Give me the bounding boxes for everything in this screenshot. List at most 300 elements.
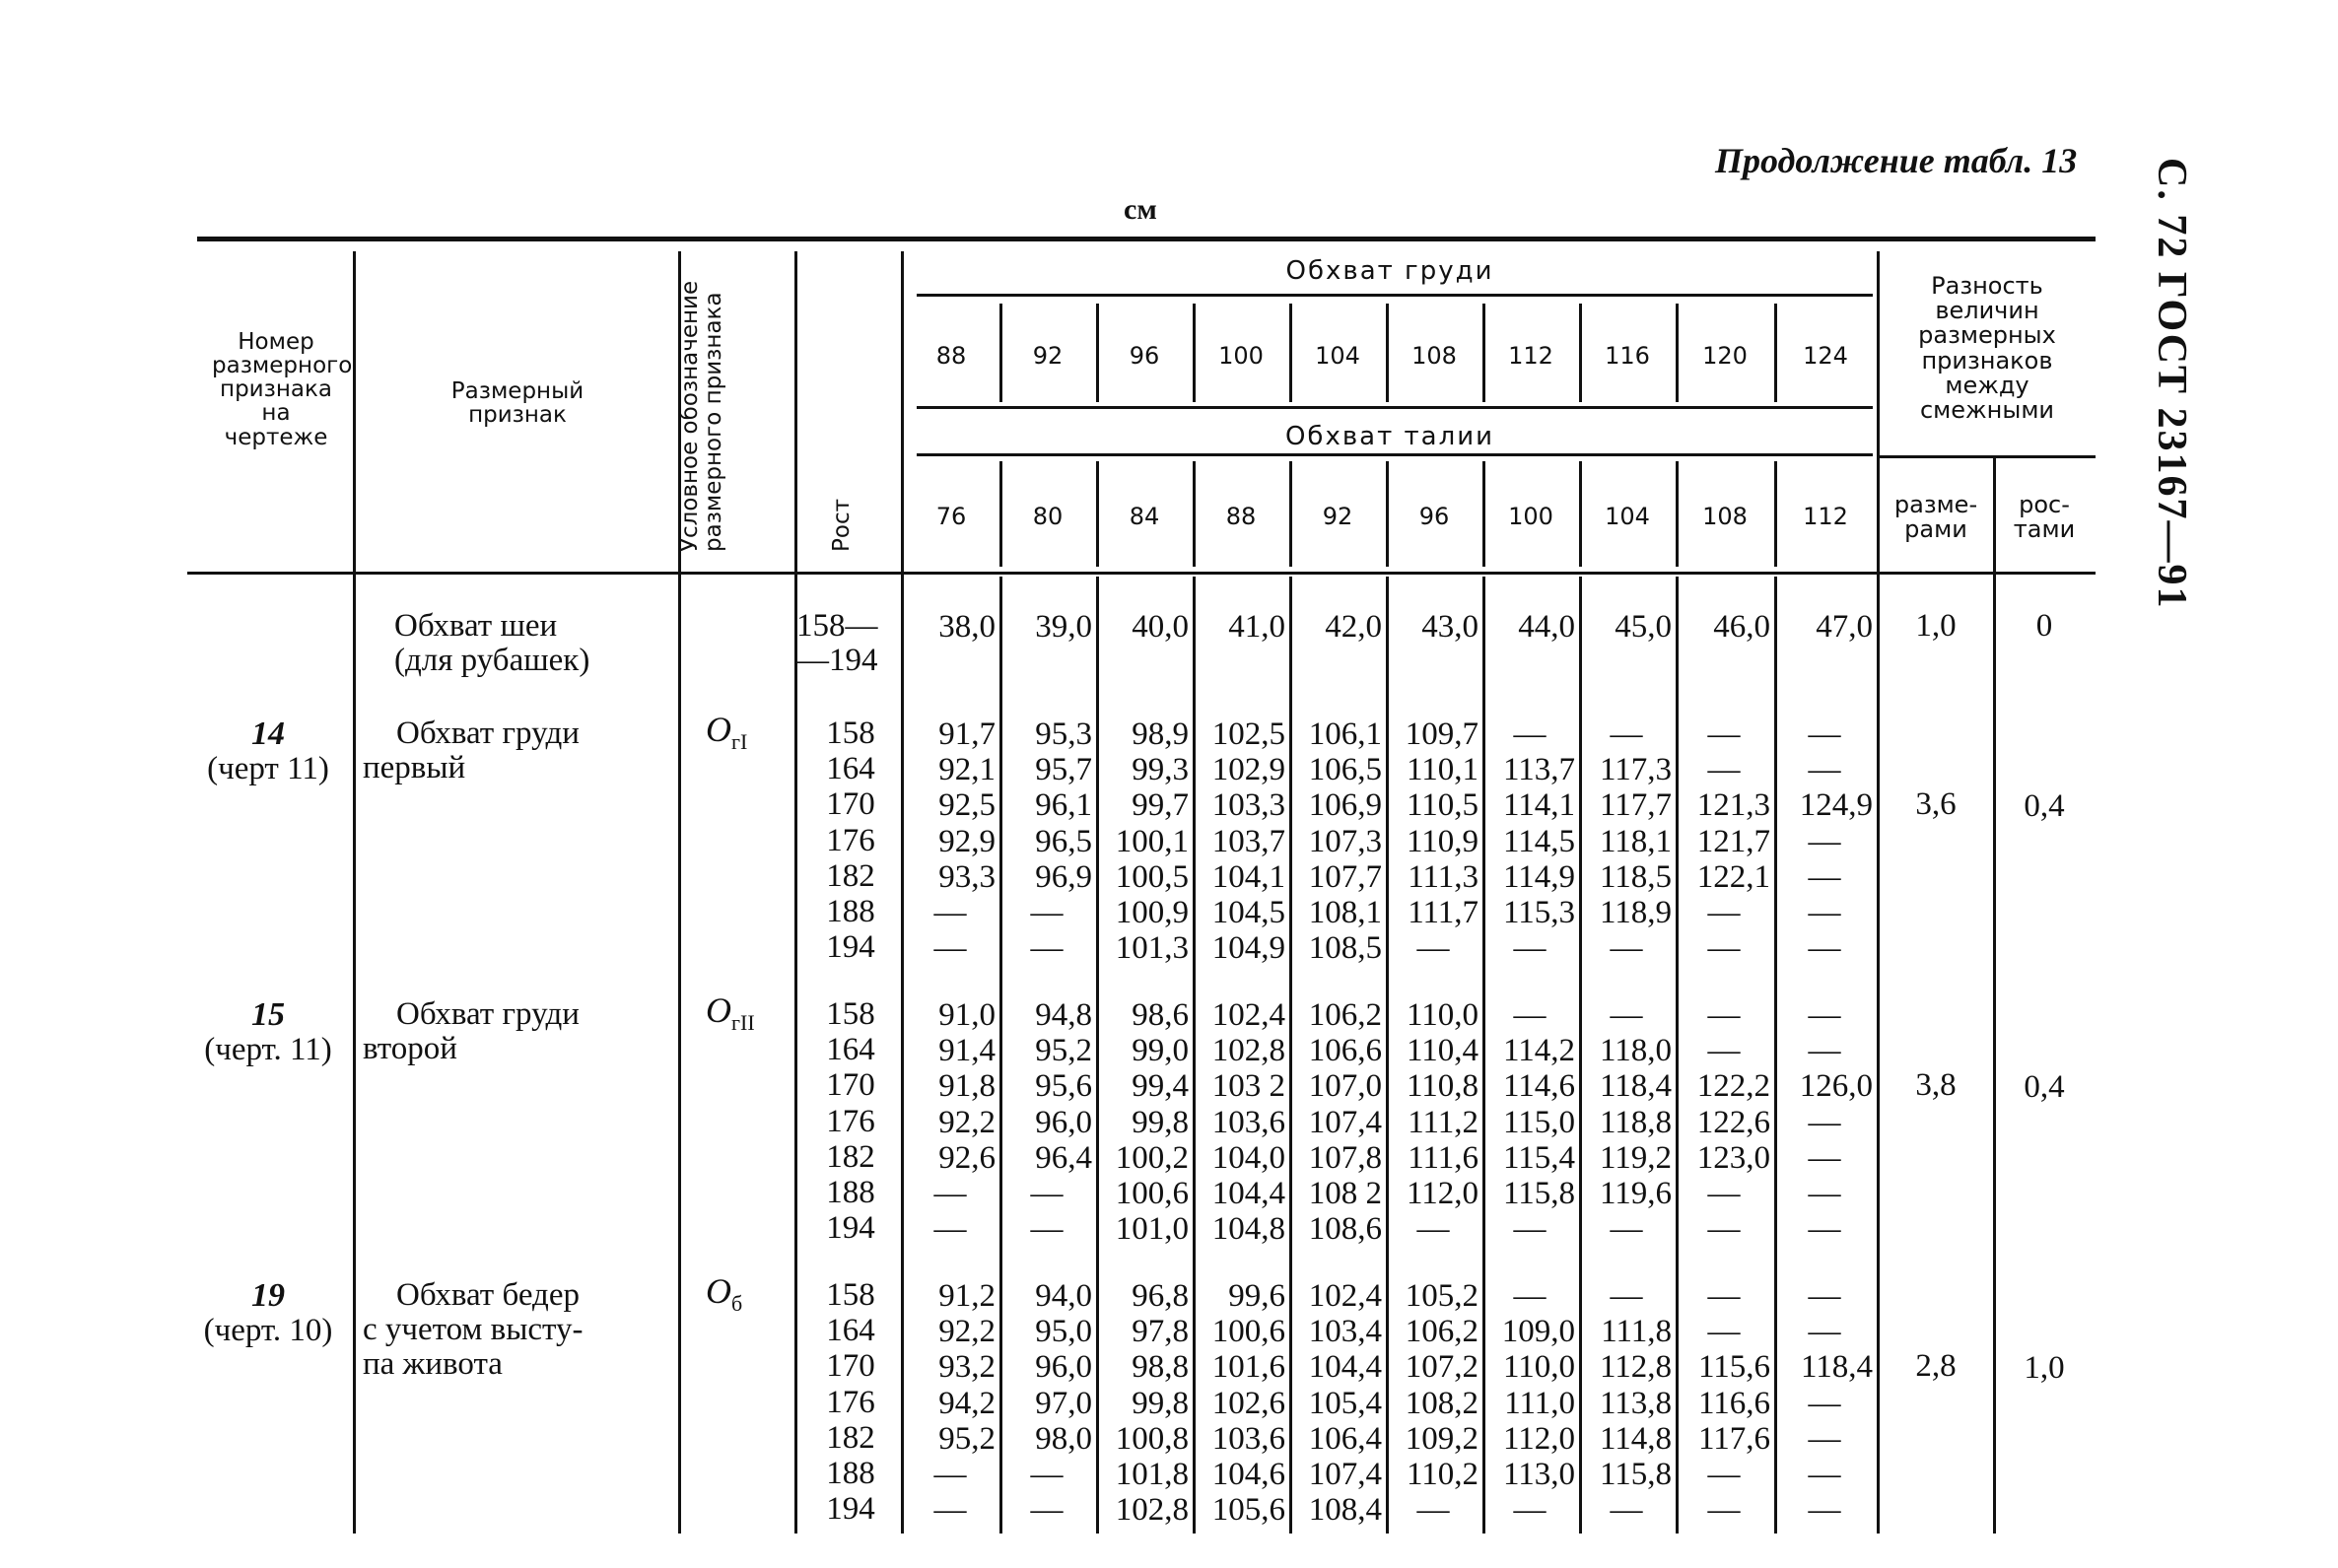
col-header-waist-group: Обхват талии <box>1284 422 1495 451</box>
side-page-header: С. 72 ГОСТ 23167—91 <box>2149 158 2194 610</box>
feature-symbol <box>706 989 755 1036</box>
height-range: 158— —194 <box>796 608 878 678</box>
value-cell: 104,1 <box>1211 858 1285 895</box>
value-cell: — <box>1808 1211 1841 1248</box>
table-header-bottom-rule <box>187 572 2096 575</box>
value-cell: 99,3 <box>1132 752 1189 788</box>
value-cell: 99,8 <box>1132 1104 1189 1140</box>
value-cell: 100,6 <box>1115 1176 1189 1211</box>
value-cell: 107,2 <box>1405 1349 1478 1386</box>
value-cell: — <box>1707 1314 1741 1350</box>
value-cell: 115,3 <box>1502 895 1575 930</box>
value-cell: — <box>1707 1278 1741 1314</box>
waist-size-header: 112 <box>1803 503 1848 530</box>
col-header-feature: Размерный признак <box>450 378 584 429</box>
value-cell: — <box>933 1457 967 1492</box>
value-cell: 112,0 <box>1502 1420 1575 1457</box>
value-cell: 115,8 <box>1599 1457 1672 1492</box>
value-cell: 96,0 <box>1035 1349 1092 1386</box>
chest-size-header: 112 <box>1508 342 1553 370</box>
value-cell: — <box>1707 1033 1741 1069</box>
value-cell: 110,4 <box>1406 1033 1478 1069</box>
value-cell: — <box>1707 1211 1741 1248</box>
value-cell: 100,9 <box>1115 895 1189 930</box>
value-cell: 108,2 <box>1405 1385 1478 1421</box>
value-cell: 113,0 <box>1502 1457 1575 1492</box>
diff-sizes-value: 2,8 <box>1915 1348 1957 1385</box>
value-cell: 93,3 <box>938 858 996 895</box>
value-cell: — <box>1808 716 1841 752</box>
value-cell: — <box>1707 895 1741 930</box>
value-cell: 105,6 <box>1211 1492 1285 1529</box>
col-header-diff: Разность величин размерных признаков между смежными <box>1918 272 2056 424</box>
value-cell: 111,6 <box>1408 1139 1478 1176</box>
value-cell: 92,9 <box>938 823 996 859</box>
value-cell: 123,0 <box>1696 1139 1770 1176</box>
value-cell: 96,1 <box>1035 787 1092 824</box>
height-value: 194 <box>826 1491 875 1528</box>
value-cell: — <box>1610 997 1643 1033</box>
value-cell: — <box>1808 895 1841 930</box>
height-value: 176 <box>826 1384 875 1420</box>
value-cell: 46,0 <box>1713 609 1770 645</box>
value-cell: 122,6 <box>1696 1104 1770 1140</box>
value-cell: 104,4 <box>1211 1176 1285 1211</box>
value-cell: 104,0 <box>1211 1139 1285 1176</box>
value-cell: 114,8 <box>1599 1420 1672 1457</box>
value-cell: 96,0 <box>1035 1104 1092 1140</box>
value-cell: 99,6 <box>1228 1278 1285 1314</box>
value-cell: 109,2 <box>1405 1420 1478 1457</box>
value-cell: 119,2 <box>1599 1139 1672 1176</box>
value-cell: 112,0 <box>1406 1176 1478 1211</box>
value-cell: 116,6 <box>1697 1385 1770 1421</box>
height-value: 164 <box>826 1313 875 1349</box>
value-cell: 104,8 <box>1211 1211 1285 1248</box>
height-value: 182 <box>826 857 875 894</box>
value-cell: 40,0 <box>1132 609 1189 645</box>
value-cell: 106,1 <box>1308 716 1382 752</box>
height-value: 176 <box>826 1103 875 1139</box>
height-value: 182 <box>826 1138 875 1175</box>
value-cell: 45,0 <box>1615 609 1672 645</box>
value-cell: 98,8 <box>1132 1349 1189 1386</box>
height-value: 194 <box>826 1210 875 1247</box>
value-cell: 114,2 <box>1502 1033 1575 1069</box>
value-cell: 104,6 <box>1211 1457 1285 1492</box>
value-cell: — <box>1808 930 1841 967</box>
value-cell: — <box>1030 1492 1064 1529</box>
feature-label: Обхват груди первый <box>363 716 580 785</box>
value-cell: 102,6 <box>1211 1385 1285 1421</box>
value-cell: — <box>1610 1278 1643 1314</box>
value-cell: — <box>1808 823 1841 859</box>
diff-heights-value: 1,0 <box>2024 1350 2065 1387</box>
value-cell: 101,3 <box>1115 930 1189 967</box>
waist-group-rule <box>917 453 1873 456</box>
value-cell: 117,6 <box>1697 1420 1770 1457</box>
value-cell: 92,5 <box>938 787 996 824</box>
symbol-subscript: гII <box>731 1010 755 1036</box>
value-cell: 100,6 <box>1211 1314 1285 1350</box>
value-cell: 106,2 <box>1308 997 1382 1033</box>
value-cell: 99,4 <box>1132 1068 1189 1105</box>
value-cell: 42,0 <box>1325 609 1382 645</box>
value-cell: 106,2 <box>1405 1314 1478 1350</box>
value-cell: 104,9 <box>1211 930 1285 967</box>
value-cell: — <box>1808 752 1841 788</box>
value-cell: 122,1 <box>1696 858 1770 895</box>
value-cell: 101,0 <box>1115 1211 1189 1248</box>
value-cell: — <box>1808 1492 1841 1529</box>
value-cell: 111,2 <box>1408 1104 1478 1140</box>
value-cell: 107,0 <box>1308 1068 1382 1105</box>
value-cell: — <box>1030 1211 1064 1248</box>
waist-size-header: 92 <box>1322 503 1353 530</box>
value-cell: 114,5 <box>1502 823 1575 859</box>
value-cell: — <box>1707 1457 1741 1492</box>
value-cell: 114,9 <box>1502 858 1575 895</box>
value-cell: — <box>933 1211 967 1248</box>
value-cell: — <box>1030 1457 1064 1492</box>
height-value: 164 <box>826 751 875 787</box>
height-value: 158 <box>826 716 875 751</box>
value-cell: 101,8 <box>1115 1457 1189 1492</box>
value-cell: 110,2 <box>1406 1457 1478 1492</box>
col-header-chest-group: Обхват груди <box>1285 256 1494 286</box>
height-value: 158 <box>826 996 875 1032</box>
value-cell: — <box>1707 752 1741 788</box>
value-cell: — <box>1513 1278 1547 1314</box>
waist-size-header: 104 <box>1605 503 1650 530</box>
value-cell: 107,4 <box>1308 1104 1382 1140</box>
value-cell: 98,6 <box>1132 997 1189 1033</box>
value-cell: — <box>1513 716 1547 752</box>
value-cell: 126,0 <box>1799 1068 1873 1105</box>
height-value: 182 <box>826 1419 875 1456</box>
value-cell: 119,6 <box>1599 1176 1672 1211</box>
value-cell: 96,5 <box>1035 823 1092 859</box>
value-cell: 102,4 <box>1211 997 1285 1033</box>
waist-size-header: 84 <box>1129 503 1160 530</box>
value-cell: — <box>1707 997 1741 1033</box>
value-cell: 94,8 <box>1035 997 1092 1033</box>
chest-size-header: 116 <box>1605 342 1650 370</box>
diff-sizes-value: 3,6 <box>1915 786 1957 823</box>
value-cell: 44,0 <box>1518 609 1575 645</box>
waist-size-header: 76 <box>935 503 967 530</box>
value-cell: 41,0 <box>1228 609 1285 645</box>
value-cell: 108,6 <box>1308 1211 1382 1248</box>
value-cell: 104,4 <box>1308 1349 1382 1386</box>
value-cell: — <box>1808 1139 1841 1176</box>
value-cell: 92,2 <box>938 1104 996 1140</box>
chest-size-header: 124 <box>1803 342 1848 370</box>
value-cell: — <box>933 1492 967 1529</box>
value-cell: — <box>1513 930 1547 967</box>
value-cell: 98,0 <box>1035 1420 1092 1457</box>
diff-heights-value: 0 <box>2035 608 2053 644</box>
value-cell: — <box>1808 858 1841 895</box>
col-header-number: Номер размерного признака на чертеже <box>212 329 353 450</box>
value-cell: — <box>1808 1385 1841 1421</box>
value-cell: 118,5 <box>1599 858 1672 895</box>
waist-size-header: 96 <box>1418 503 1450 530</box>
symbol-subscript: б <box>731 1291 743 1317</box>
value-cell: 115,8 <box>1502 1176 1575 1211</box>
value-cell: 96,8 <box>1132 1278 1189 1314</box>
value-cell: 114,6 <box>1502 1068 1575 1105</box>
value-cell: 102,8 <box>1211 1033 1285 1069</box>
value-cell: 115,4 <box>1502 1139 1575 1176</box>
diff-sizes-value: 3,8 <box>1915 1067 1957 1104</box>
height-value: 158 <box>826 1277 875 1313</box>
value-cell: 92,2 <box>938 1314 996 1350</box>
value-cell: 110,9 <box>1406 823 1478 859</box>
height-value: 188 <box>826 894 875 929</box>
height-value: 164 <box>826 1032 875 1068</box>
symbol-main: О <box>706 710 731 749</box>
value-cell: — <box>1808 1278 1841 1314</box>
value-cell: 121,7 <box>1696 823 1770 859</box>
value-cell: — <box>1808 1033 1841 1069</box>
value-cell: 106,4 <box>1308 1420 1382 1457</box>
value-cell: — <box>933 930 967 967</box>
value-cell: 108,5 <box>1308 930 1382 967</box>
value-cell: 101,6 <box>1211 1349 1285 1386</box>
diff-heights-value: 0,4 <box>2024 1069 2065 1106</box>
value-cell: — <box>1513 1492 1547 1529</box>
feature-number: 19 <box>251 1277 285 1314</box>
feature-label: Обхват груди второй <box>363 996 580 1066</box>
value-cell: 43,0 <box>1421 609 1478 645</box>
value-cell: 105,4 <box>1308 1385 1382 1421</box>
value-cell: 97,0 <box>1035 1385 1092 1421</box>
diff-sub-rule <box>1879 455 2096 458</box>
value-cell: 95,7 <box>1035 752 1092 788</box>
table-top-rule <box>197 237 2096 241</box>
value-cell: 91,2 <box>938 1278 996 1314</box>
diff-sizes-value: 1,0 <box>1915 608 1957 644</box>
col-divider <box>901 251 904 1534</box>
value-cell: 111,3 <box>1408 858 1478 895</box>
symbol-main: О <box>706 1271 731 1311</box>
value-cell: 118,4 <box>1800 1349 1873 1386</box>
value-cell: 110,5 <box>1406 787 1478 824</box>
value-cell: 114,1 <box>1502 787 1575 824</box>
feature-label: Обхват бедер с учетом высту- па живота <box>363 1277 584 1382</box>
value-cell: 94,0 <box>1035 1278 1092 1314</box>
value-cell: 115,6 <box>1697 1349 1770 1386</box>
value-cell: 38,0 <box>938 609 996 645</box>
value-cell: — <box>1610 930 1643 967</box>
feature-label-neck: Обхват шеи (для рубашек) <box>394 608 590 678</box>
waist-size-header: 80 <box>1032 503 1064 530</box>
value-cell: 103 2 <box>1211 1068 1285 1105</box>
chest-size-header: 108 <box>1411 342 1457 370</box>
value-cell: 118,9 <box>1599 895 1672 930</box>
value-cell: 98,9 <box>1132 716 1189 752</box>
chest-group-rule <box>917 294 1873 297</box>
value-cell: 91,0 <box>938 997 996 1033</box>
col-header-diff-heights: рос-тами <box>2013 491 2076 544</box>
value-cell: — <box>1808 1104 1841 1140</box>
value-cell: — <box>1707 1176 1741 1211</box>
col-divider <box>794 251 797 1534</box>
value-cell: — <box>1513 997 1547 1033</box>
height-value: 194 <box>826 929 875 966</box>
drawing-reference: (черт 11) <box>207 751 329 786</box>
value-cell: 102,8 <box>1115 1492 1189 1529</box>
value-cell: 100,5 <box>1115 858 1189 895</box>
value-cell: — <box>1030 1176 1064 1211</box>
value-cell: 96,4 <box>1035 1139 1092 1176</box>
value-cell: — <box>1808 1420 1841 1457</box>
continuation-caption: Продолжение табл. 13 <box>1715 141 2078 180</box>
value-cell: 110,8 <box>1406 1068 1478 1105</box>
feature-symbol <box>706 709 747 755</box>
value-cell: 111,8 <box>1601 1314 1672 1350</box>
value-cell: 93,2 <box>938 1349 996 1386</box>
chest-size-header: 120 <box>1702 342 1748 370</box>
height-value: 176 <box>826 822 875 858</box>
col-header-symbol: Условное обозначение размерного признака <box>677 280 727 552</box>
value-cell: — <box>1808 997 1841 1033</box>
value-cell: 109,7 <box>1405 716 1478 752</box>
value-cell: 106,5 <box>1308 752 1382 788</box>
chest-size-header: 96 <box>1129 342 1160 370</box>
value-cell: 99,0 <box>1132 1033 1189 1069</box>
value-cell: 105,2 <box>1405 1278 1478 1314</box>
height-value: 170 <box>826 786 875 823</box>
value-cell: 104,5 <box>1211 895 1285 930</box>
value-cell: 103,4 <box>1308 1314 1382 1350</box>
symbol-main: О <box>706 990 731 1030</box>
feature-number: 14 <box>251 716 285 752</box>
value-cell: 112,8 <box>1599 1349 1672 1386</box>
value-cell: — <box>1610 1492 1643 1529</box>
value-cell: 110,1 <box>1406 752 1478 788</box>
value-cell: 91,7 <box>938 716 996 752</box>
waist-group-top-rule <box>917 406 1873 409</box>
value-cell: 99,7 <box>1132 787 1189 824</box>
waist-size-header: 108 <box>1702 503 1748 530</box>
value-cell: — <box>1416 1211 1450 1248</box>
value-cell: 107,4 <box>1308 1457 1382 1492</box>
value-cell: 95,0 <box>1035 1314 1092 1350</box>
value-cell: — <box>1416 1492 1450 1529</box>
value-cell: 95,2 <box>1035 1033 1092 1069</box>
value-cell: 103,6 <box>1211 1420 1285 1457</box>
value-cell: 106,6 <box>1308 1033 1382 1069</box>
value-cell: 121,3 <box>1696 787 1770 824</box>
diff-heights-value: 0,4 <box>2024 788 2065 825</box>
value-cell: 107,7 <box>1308 858 1382 895</box>
waist-size-header: 88 <box>1225 503 1257 530</box>
value-cell: 106,9 <box>1308 787 1382 824</box>
value-cell: 94,2 <box>938 1385 996 1421</box>
value-cell: 118,8 <box>1599 1104 1672 1140</box>
value-cell: 103,3 <box>1211 787 1285 824</box>
waist-size-header: 100 <box>1508 503 1553 530</box>
value-cell: 110,0 <box>1406 997 1478 1033</box>
value-cell: 108,1 <box>1308 895 1382 930</box>
value-cell: 111,0 <box>1504 1385 1575 1421</box>
value-cell: 92,1 <box>938 752 996 788</box>
value-cell: 113,7 <box>1502 752 1575 788</box>
value-cell: — <box>1030 930 1064 967</box>
col-header-diff-sizes: разме-рами <box>1893 491 1978 544</box>
value-cell: — <box>1707 1492 1741 1529</box>
value-cell: 118,1 <box>1599 823 1672 859</box>
value-cell: 92,6 <box>938 1139 996 1176</box>
symbol-subscript: гI <box>731 729 748 755</box>
value-cell: — <box>1808 1314 1841 1350</box>
value-cell: 108 2 <box>1308 1176 1382 1211</box>
value-cell: — <box>1808 1457 1841 1492</box>
value-cell: 110,0 <box>1502 1349 1575 1386</box>
value-cell: 108,4 <box>1308 1492 1382 1529</box>
chest-size-header: 104 <box>1315 342 1360 370</box>
value-cell: 113,8 <box>1599 1385 1672 1421</box>
chest-size-header: 92 <box>1032 342 1064 370</box>
value-cell: 91,4 <box>938 1033 996 1069</box>
value-cell: — <box>933 895 967 930</box>
height-value: 170 <box>826 1348 875 1385</box>
value-cell: 95,3 <box>1035 716 1092 752</box>
value-cell: — <box>1610 1211 1643 1248</box>
value-cell: 91,8 <box>938 1068 996 1105</box>
chest-size-header: 88 <box>935 342 967 370</box>
value-cell: 95,6 <box>1035 1068 1092 1105</box>
value-cell: 39,0 <box>1035 609 1092 645</box>
value-cell: 117,3 <box>1599 752 1672 788</box>
value-cell: 47,0 <box>1816 609 1873 645</box>
value-cell: 103,7 <box>1211 823 1285 859</box>
col-divider <box>1877 251 1880 1534</box>
value-cell: 115,0 <box>1502 1104 1575 1140</box>
value-cell: 95,2 <box>938 1420 996 1457</box>
value-cell: 100,1 <box>1115 823 1189 859</box>
value-cell: 109,0 <box>1501 1314 1575 1350</box>
value-cell: 124,9 <box>1799 787 1873 824</box>
value-cell: 111,7 <box>1408 895 1478 930</box>
value-cell: — <box>1707 930 1741 967</box>
value-cell: — <box>1030 895 1064 930</box>
value-cell: 122,2 <box>1696 1068 1770 1105</box>
height-value: 188 <box>826 1175 875 1210</box>
value-cell: 118,4 <box>1599 1068 1672 1105</box>
feature-symbol <box>706 1270 742 1317</box>
drawing-reference: (черт. 10) <box>203 1313 333 1348</box>
value-cell: 100,2 <box>1115 1139 1189 1176</box>
value-cell: — <box>1610 716 1643 752</box>
unit-label: см <box>1124 193 1157 226</box>
col-header-height: Рост <box>829 499 855 552</box>
value-cell: 103,6 <box>1211 1104 1285 1140</box>
value-cell: 118,0 <box>1599 1033 1672 1069</box>
chest-size-header: 100 <box>1218 342 1264 370</box>
value-cell: — <box>1707 716 1741 752</box>
drawing-reference: (черт. 11) <box>204 1032 332 1067</box>
value-cell: 96,9 <box>1035 858 1092 895</box>
value-cell: 102,9 <box>1211 752 1285 788</box>
value-cell: — <box>1808 1176 1841 1211</box>
height-value: 170 <box>826 1067 875 1104</box>
value-cell: 117,7 <box>1599 787 1672 824</box>
value-cell: 102,5 <box>1211 716 1285 752</box>
value-cell: — <box>1513 1211 1547 1248</box>
